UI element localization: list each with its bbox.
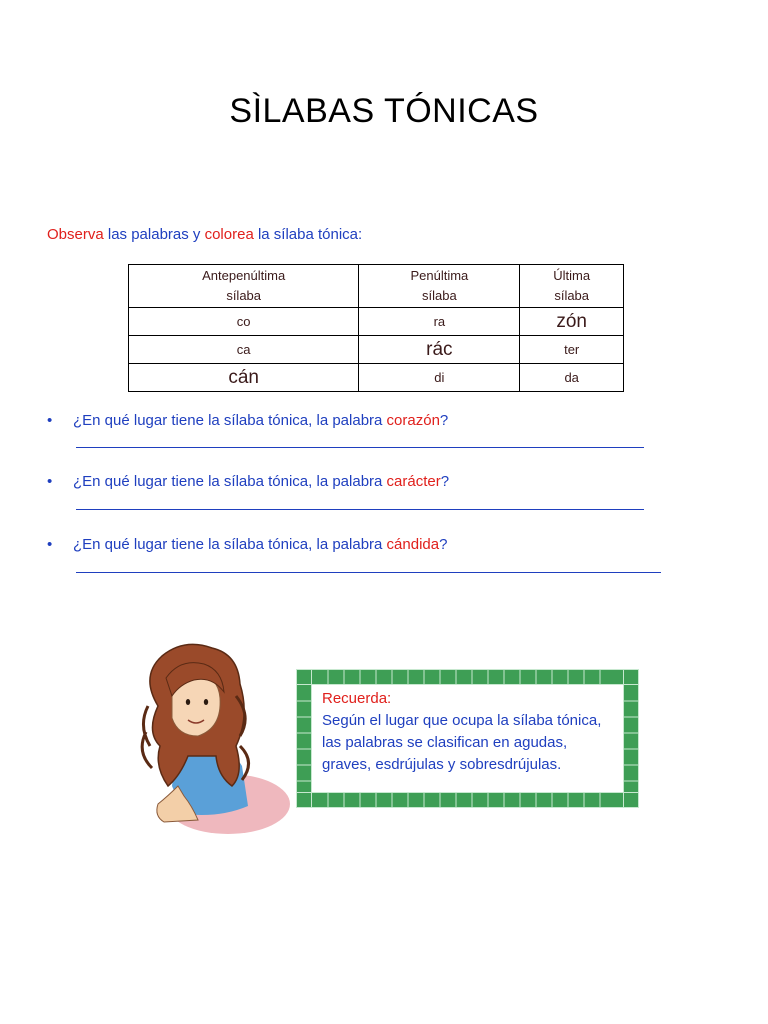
header-antepenultima: Antepenúltima sílaba	[129, 265, 359, 308]
header-penultima: Penúltima sílaba	[359, 265, 520, 308]
question-3	[47, 536, 447, 553]
reminder-line-1: Según el lugar que ocupa la sílaba tónica,	[322, 712, 602, 729]
syllable-table	[128, 264, 624, 392]
table-cell-tonic: zón	[520, 308, 624, 336]
question-end: ?	[439, 536, 448, 553]
instruction-colorea: colorea	[204, 226, 254, 243]
girl-illustration	[128, 636, 293, 841]
table-header-row	[129, 265, 624, 308]
table-row	[129, 364, 624, 392]
table-row	[129, 308, 624, 336]
instruction-text-1: las palabras y	[103, 226, 205, 243]
reminder-line-3: graves, esdrújulas y sobresdrújulas.	[322, 756, 562, 773]
table-cell-tonic: rác	[359, 336, 520, 364]
instruction	[47, 226, 362, 243]
question-text: ¿En qué lugar tiene la sílaba tónica, la palabra	[73, 412, 387, 429]
table-cell: da	[520, 364, 624, 392]
table-cell: co	[129, 308, 359, 336]
instruction-text-2: la sílaba tónica:	[253, 226, 363, 243]
header-ultima: Última sílaba	[520, 265, 624, 308]
table-cell: ra	[359, 308, 520, 336]
bullet-icon: •	[47, 536, 53, 553]
page-title: SÌLABAS TÓNICAS	[229, 92, 539, 130]
question-2	[47, 473, 449, 490]
instruction-observa: Observa	[47, 226, 104, 243]
question-text: ¿En qué lugar tiene la sílaba tónica, la palabra	[73, 536, 387, 553]
question-end: ?	[440, 473, 450, 490]
question-text: ¿En qué lugar tiene la sílaba tónica, la palabra	[73, 473, 387, 490]
question-word: corazón	[386, 412, 440, 429]
reminder-note	[322, 688, 601, 776]
answer-line-2[interactable]	[76, 509, 644, 510]
question-end: ?	[439, 412, 449, 429]
reminder-heading: Recuerda:	[322, 690, 392, 707]
answer-line-1[interactable]	[76, 447, 644, 448]
question-1	[47, 412, 448, 429]
question-word: carácter	[386, 473, 441, 490]
table-cell: ter	[520, 336, 624, 364]
reminder-line-2: las palabras se clasifican en agudas,	[322, 734, 568, 751]
table-cell: ca	[129, 336, 359, 364]
bullet-icon: •	[47, 473, 53, 490]
table-row	[129, 336, 624, 364]
answer-line-3[interactable]	[76, 572, 661, 573]
question-word: cándida	[386, 536, 440, 553]
table-cell: di	[359, 364, 520, 392]
table-cell-tonic: cán	[129, 364, 359, 392]
bullet-icon: •	[47, 412, 53, 429]
